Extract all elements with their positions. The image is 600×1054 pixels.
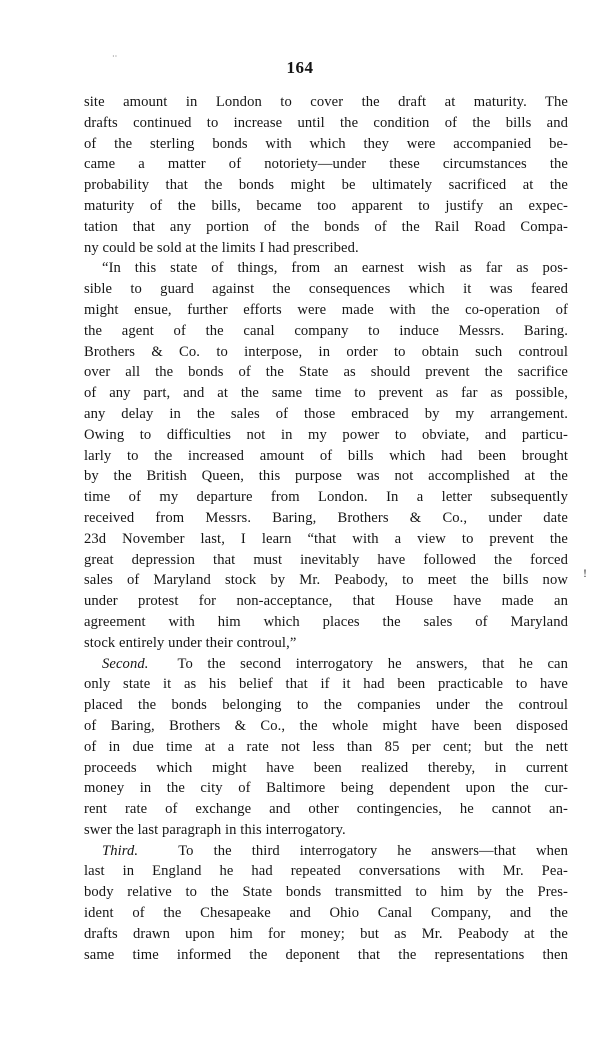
text-line: maturity of the bills, became too apparent to justify an expec- [84,197,568,214]
text-line: money in the city of Baltimore being dependent upon the cur- [84,780,568,797]
text-line-content: To the second interrogatory he answers, that he can [177,655,569,672]
text-line: sible to guard against the consequences which it was feared [84,281,568,298]
body-text [84,92,568,965]
text-line: the agent of the canal company to induce Messrs. Baring. [84,322,568,339]
text-line: agreement with him which places the sales of Maryland [84,613,568,630]
text-line: “In this state of things, from an earnest wish as far as pos- [102,260,568,277]
text-line: larly to the increased amount of bills which had been brought [84,447,568,464]
text-line: tation that any portion of the bonds of the Rail Road Compa- [84,218,568,235]
text-line: by the British Queen, this purpose was not accomplished at the [84,468,568,485]
text-line: ny could be sold at the limits I had prescribed. [84,239,359,256]
text-line: drafts continued to increase until the condition of the bills and [84,114,568,131]
text-line: only state it as his belief that if it had been practicable to have [84,676,568,693]
text-line: drafts drawn upon him for money; but as Mr. Peabody at the [84,925,568,942]
page-number: 164 [286,58,314,77]
text-line: of Baring, Brothers & Co., the whole might have been disposed [84,717,568,734]
text-line: placed the bonds belonging to the companies under the controul [84,697,568,714]
text-line-content: To the third interrogatory he answers—that when [178,842,568,859]
text-line: of any part, and at the same time to prevent as far as possible, [84,385,568,402]
text-line: might ensue, further efforts were made with the co-operation of [84,301,568,318]
text-line: body relative to the State bonds transmitted to him by the Pres- [84,884,568,901]
margin-mark: ! [583,566,587,580]
text-line: stock entirely under their controul,” [84,634,297,651]
text-line: swer the last paragraph in this interrogatory. [84,821,346,838]
text-line: rent rate of exchange and other contingencies, he cannot an- [84,801,568,818]
text-line [84,654,568,675]
text-line: 23d November last, I learn “that with a view to prevent the [84,530,568,547]
text-line: came a matter of notoriety—under these circumstances the [84,156,568,173]
text-line: probability that the bonds might be ultimately sacrificed at the [84,177,568,194]
section-label-third: Third. [102,842,139,859]
text-line: Owing to difficulties not in my power to obviate, and particu- [84,426,568,443]
text-line: ident of the Chesapeake and Ohio Canal Company, and the [84,905,568,922]
text-line: of in due time at a rate not less than 85 per cent; but the nett [84,738,568,755]
text-line: under protest for non-acceptance, that House have made an [84,593,568,610]
text-line: proceeds which might have been realized thereby, in current [84,759,568,776]
text-line: site amount in London to cover the draft at maturity. The [84,94,568,110]
text-line: Brothers & Co. to interpose, in order to obtain such controul [84,343,568,360]
text-line: received from Messrs. Baring, Brothers & Co., under date [84,509,568,526]
text-line: sales of Maryland stock by Mr. Peabody, to meet the bills now [84,572,568,589]
text-line: last in England he had repeated conversations with Mr. Pea- [84,863,568,880]
text-line: any delay in the sales of those embraced by my arrangement. [84,405,568,422]
section-label-second: Second. [102,655,149,672]
text-line: time of my departure from London. In a letter subsequently [84,489,568,506]
stray-mark: ·· [112,52,118,61]
text-line: over all the bonds of the State as should prevent the sacrifice [84,364,568,381]
text-line: of the sterling bonds with which they were accompanied be- [84,135,568,152]
text-line: great depression that must inevitably have followed the forced [84,551,568,568]
text-line: same time informed the deponent that the representations then [84,946,568,963]
text-line [84,841,568,862]
